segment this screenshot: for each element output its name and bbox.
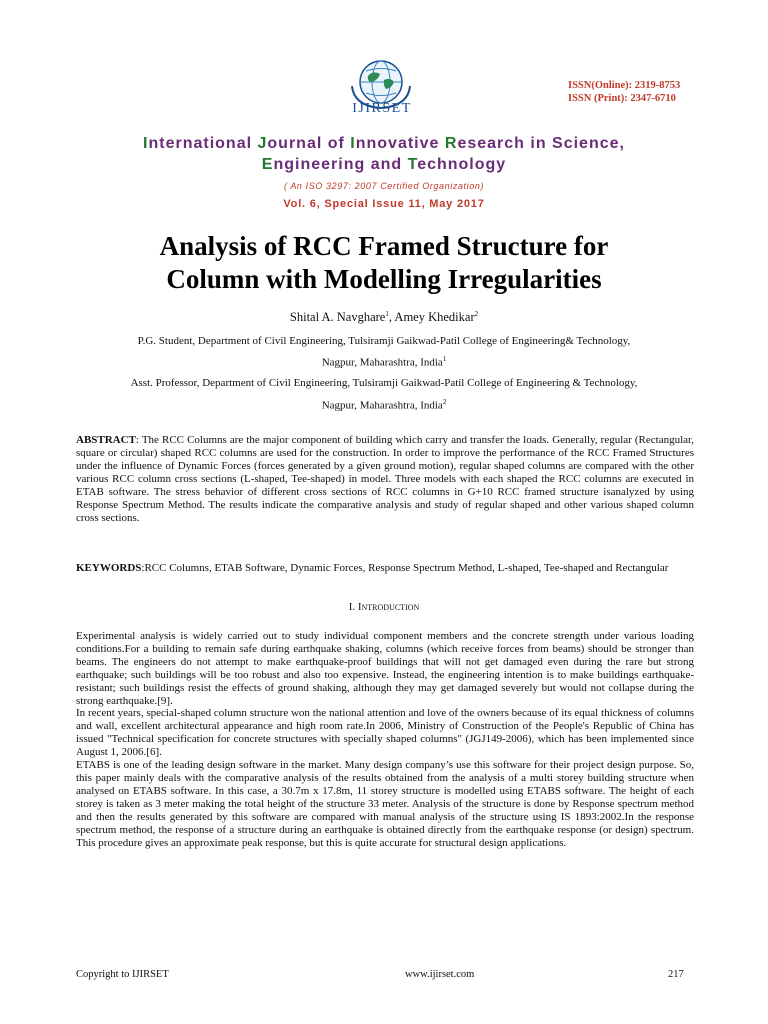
- paper-title-line-1: Analysis of RCC Framed Structure for: [159, 231, 609, 261]
- keywords-text: :RCC Columns, ETAB Software, Dynamic Forces, Response Spectrum Method, L-shaped, Tee-shaped and Rectangular: [141, 562, 669, 574]
- certification-note: ( An ISO 3297: 2007 Certified Organization): [283, 181, 485, 191]
- issn-print: ISSN (Print): 2347-6710: [568, 93, 676, 104]
- journal-name: [0, 133, 768, 175]
- journal-name-segment: I: [143, 135, 149, 152]
- logo-text: IJIRSET: [352, 101, 412, 116]
- journal-name-segment: ngineering and: [273, 156, 408, 173]
- journal-name-line-2: [0, 154, 768, 175]
- affiliation-2-line-2: [0, 398, 768, 412]
- journal-name-segment: ournal of: [267, 135, 351, 152]
- authors: [0, 310, 768, 325]
- affiliation-1-place: Nagpur, Maharashtra, India: [321, 356, 443, 369]
- author-1: Shital A. Navghare: [289, 310, 386, 325]
- affiliation-1-line-2: [0, 355, 768, 369]
- issn-block: [568, 79, 680, 105]
- journal-name-segment: T: [407, 156, 418, 173]
- paragraph-1: Experimental analysis is widely carried out to study individual component members and the concrete strength under various loading conditions.For a building to remain safe during earthquake shaking, columns (which receive forces from beams) should be stronger than beams. The engineers do not attempt to make earthquake-proof buildings that will not get damaged even during the rare but strong earthquake; such buildings will be too robust and also too expensive. Instead, the engineering intention is to make buildings earthquake-resistant; such buildings resist the effects of ground shaking, although they may get damaged severely but would not collapse during the strong earthquake.[9].: [76, 630, 694, 707]
- journal-name-line-1: [0, 133, 768, 154]
- paragraph-3: ETABS is one of the leading design software in the market. Many design company’s use this software for their project design purpose. So, this paper mainly deals with the comparative analysis of the results obtained from the analysis of a multi storey building structure when analysed on ETABS software. In this case, a 30.7m x 17.8m, 11 storey structure is modelled using ETABS software. The height of each storey is taken as 3 meter making the total height of the structure 33 meter. Analysis of the structure is done by Response spectrum method and then the results generated by this software are compared with manual analysis of the structure using IS 1893:2002.In the response spectrum method, the response of a structure during an earthquake is obtained directly from the earthquake response (or design) spectrum. This procedure gives an approximate peak response, but this is quite accurate for structural design applications.: [76, 759, 694, 849]
- paragraph-2: In recent years, special-shaped column structure won the national attention and love of the owners because of its equal thickness of columns and wall, excellent architectural appearance and high room rate.In 2006, Ministry of Construction of the People's Republic of China has issued "Technical specification for concrete structures with specially shaped columns" (JGJ149-2006), which has been implemented since August 1, 2006.[6].: [76, 707, 694, 759]
- keywords: [76, 562, 694, 575]
- keywords-label: KEYWORDS: [76, 562, 142, 574]
- journal-name-segment: nnovative: [355, 135, 445, 152]
- section-heading-introduction: I. Introduction: [348, 601, 420, 613]
- paper-title: [0, 230, 768, 296]
- abstract: [76, 434, 694, 525]
- affiliation-1-line-1: P.G. Student, Department of Civil Engineering, Tulsiramji Gaikwad-Patil College of Engineering& Technology,: [137, 335, 631, 347]
- journal-name-segment: nternational: [148, 135, 258, 152]
- journal-name-segment: J: [257, 135, 268, 152]
- abstract-label: ABSTRACT: [76, 434, 136, 446]
- issn-online: ISSN(Online): 2319-8753: [568, 80, 681, 91]
- journal-name-segment: echnology: [417, 156, 507, 173]
- affiliation-2-place: Nagpur, Maharashtra, India: [321, 399, 443, 412]
- affiliation-2-line-1: Asst. Professor, Department of Civil Engineering, Tulsiramji Gaikwad-Patil College of Engineering & Technology,: [130, 377, 638, 389]
- affiliation-2-sup: 2: [442, 398, 447, 406]
- volume-issue: Vol. 6, Special Issue 11, May 2017: [283, 198, 485, 210]
- footer-page-number: 217: [668, 969, 684, 980]
- author-2-sup: 2: [474, 310, 479, 318]
- author-2: , Amey Khedikar: [388, 310, 475, 325]
- affiliation-1-sup: 1: [442, 355, 447, 363]
- journal-name-segment: I: [350, 135, 356, 152]
- journal-name-segment: R: [444, 135, 458, 152]
- paper-title-line-2: Column with Modelling Irregularities: [166, 264, 602, 294]
- abstract-text: : The RCC Columns are the major component of building which carry and transfer the loads. Generally, regular (Rectangular, square or circular) shaped RCC columns are used for the construction. In order to improve the performance of the RCC Framed Structures under the influence of Dynamic Forces (forces generated by a given ground motion), regular shaped columns are compared with the other various RCC column cross sections (L-shaped, Tee-shaped) in model. Three models with each shaped the RCC columns are executed in ETAB software. The stress behavior of different cross sections of RCC columns in G+10 RCC framed structure isanalyzed by using Response Spectrum Method. The results indicate the comparative analysis and study of regular shaped and other various shaped column cross sections.: [76, 434, 694, 524]
- author-1-sup: 1: [385, 310, 389, 318]
- footer-copyright: Copyright to IJIRSET: [76, 969, 169, 980]
- footer-website: www.ijirset.com: [405, 969, 475, 980]
- journal-name-segment: E: [261, 156, 274, 173]
- introduction-body: [76, 630, 694, 849]
- journal-name-segment: esearch in Science,: [457, 135, 625, 152]
